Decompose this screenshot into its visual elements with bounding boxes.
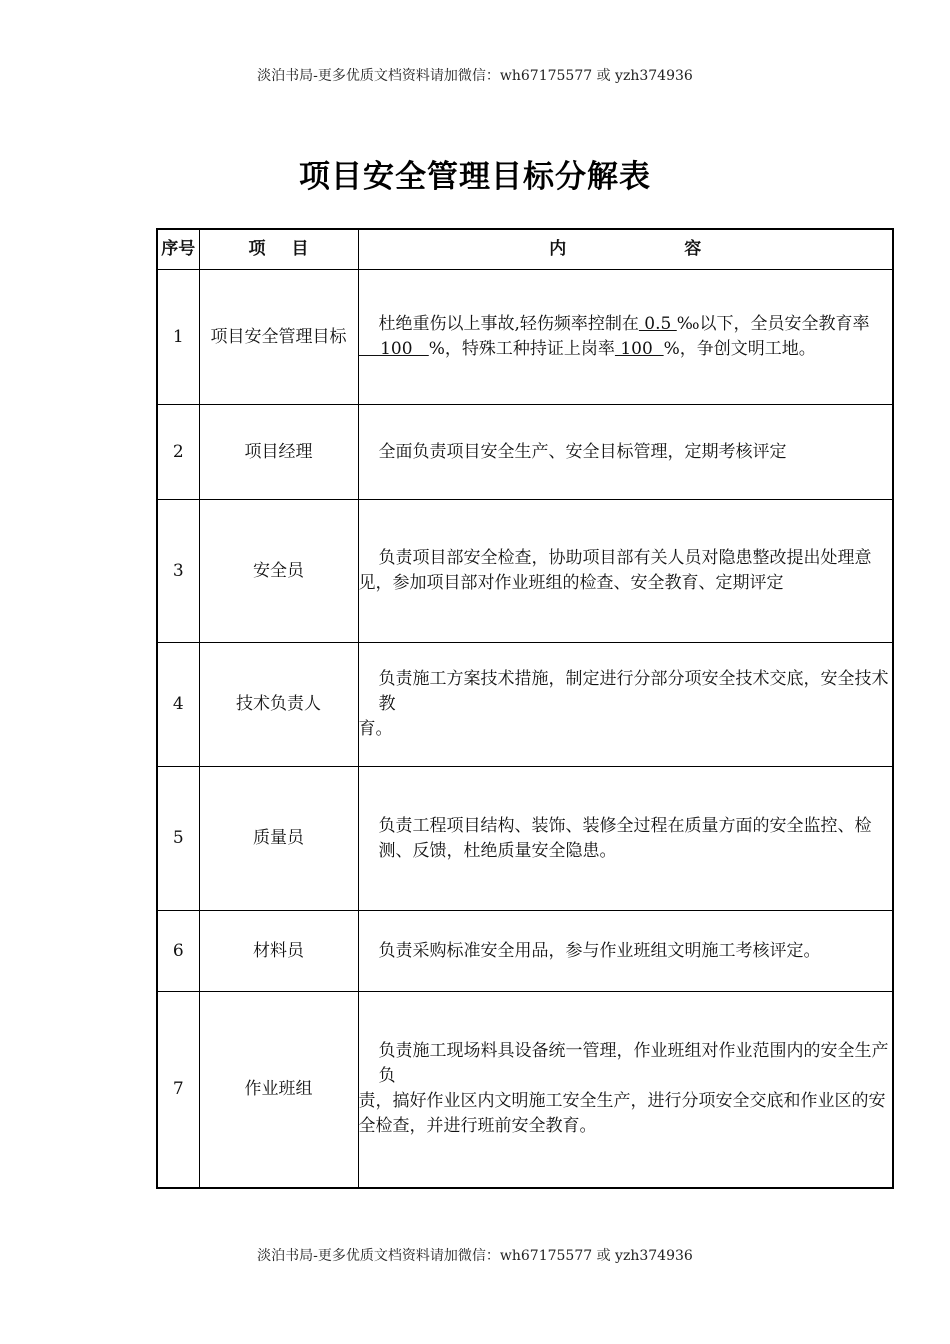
footer-watermark-note: 淡泊书局-更多优质文档资料请加微信：wh67175577 或 yzh374936 bbox=[257, 1248, 693, 1264]
table-row bbox=[157, 500, 893, 643]
content-line: 育。 bbox=[358, 719, 393, 739]
table-row bbox=[157, 643, 893, 767]
row-number: 3 bbox=[157, 500, 199, 643]
table-row bbox=[157, 767, 893, 911]
row-content bbox=[358, 270, 893, 405]
header-content-label: 内容 bbox=[549, 239, 820, 259]
row-number: 7 bbox=[157, 992, 199, 1188]
header-watermark-note: 淡泊书局-更多优质文档资料请加微信：wh67175577 或 yzh374936 bbox=[257, 68, 693, 84]
cert-rate-value: 100 bbox=[614, 339, 664, 359]
row-content bbox=[358, 643, 893, 767]
row-content bbox=[358, 992, 893, 1188]
row-item: 安全员 bbox=[199, 500, 358, 643]
header-content bbox=[358, 229, 893, 270]
table-row bbox=[157, 270, 893, 405]
row-content bbox=[358, 405, 893, 500]
content-line: 负责采购标准安全用品，参与作业班组文明施工考核评定。 bbox=[378, 940, 821, 961]
row-content bbox=[358, 767, 893, 911]
table-header-row bbox=[157, 229, 893, 270]
row-item: 质量员 bbox=[199, 767, 358, 911]
header-item-label: 项目 bbox=[248, 239, 335, 259]
row-content bbox=[358, 911, 893, 992]
header-item bbox=[199, 229, 358, 270]
safety-goal-table bbox=[156, 228, 894, 1189]
content-line: 负责工程项目结构、装饰、装修全过程在质量方面的安全监控、检 测、反馈，杜绝质量安全隐患。 bbox=[378, 815, 872, 861]
content-line: 责，搞好作业区内文明施工安全生产，进行分项安全交底和作业区的安 bbox=[358, 1091, 886, 1112]
row-content bbox=[358, 500, 893, 643]
content-line: 全检查，并进行班前安全教育。 bbox=[358, 1116, 597, 1137]
content-line bbox=[359, 337, 893, 362]
row-item: 作业班组 bbox=[199, 992, 358, 1188]
table-row bbox=[157, 992, 893, 1188]
content-line bbox=[359, 312, 893, 337]
goal-text-3: %，特殊工种持证上岗率 bbox=[428, 339, 615, 359]
goal-text-4: %，争创文明工地。 bbox=[663, 339, 816, 359]
goal-text-1: 杜绝重伤以上事故,轻伤频率控制在 bbox=[378, 314, 639, 334]
injury-rate-value: 0.5 bbox=[638, 314, 677, 334]
content-line: 全面负责项目安全生产、安全目标管理，定期考核评定 bbox=[378, 441, 787, 462]
table-row bbox=[157, 911, 893, 992]
content-line: 负责项目部安全检查，协助项目部有关人员对隐患整改提出处理意 bbox=[378, 548, 872, 568]
goal-text-2: ‰以下，全员安全教育率 bbox=[676, 314, 870, 334]
education-rate-value: 100 bbox=[358, 339, 429, 359]
content-line: 负责施工现场料具设备统一管理，作业班组对作业范围内的安全生产负 bbox=[378, 1041, 889, 1087]
header-no: 序号 bbox=[157, 229, 199, 270]
row-item: 技术负责人 bbox=[199, 643, 358, 767]
document-title: 项目安全管理目标分解表 bbox=[299, 159, 651, 195]
row-item: 材料员 bbox=[199, 911, 358, 992]
table-row bbox=[157, 405, 893, 500]
row-item: 项目安全管理目标 bbox=[199, 270, 358, 405]
row-number: 1 bbox=[157, 270, 199, 405]
row-number: 2 bbox=[157, 405, 199, 500]
content-line: 见，参加项目部对作业班组的检查、安全教育、定期评定 bbox=[358, 573, 784, 593]
row-number: 5 bbox=[157, 767, 199, 911]
content-line: 负责施工方案技术措施，制定进行分部分项安全技术交底，安全技术教 bbox=[378, 669, 889, 714]
row-item: 项目经理 bbox=[199, 405, 358, 500]
row-number: 4 bbox=[157, 643, 199, 767]
row-number: 6 bbox=[157, 911, 199, 992]
